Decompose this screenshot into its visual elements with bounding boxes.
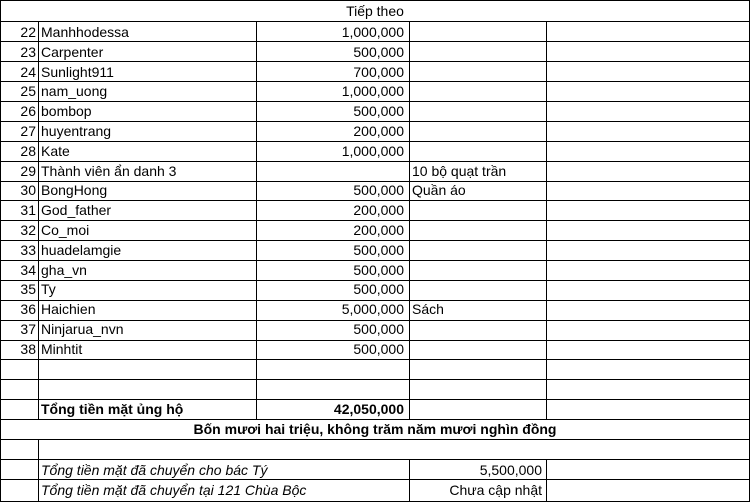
donor-name: BongHong [41,182,108,199]
donor-number: 22 [20,24,36,40]
donor-name: Minhtit [41,340,83,357]
donor-number: 23 [20,43,36,60]
donor-number: 32 [20,222,36,238]
donor-amount: 500,000 [353,182,404,199]
donor-amount: 500,000 [353,241,404,258]
grid-hline [1,181,749,182]
grid-vline [256,21,257,419]
grid-vline [38,21,39,419]
donor-row [1,101,749,121]
donor-name: Kate [41,142,70,159]
donor-amount: 500,000 [353,103,404,120]
donor-row [1,180,749,200]
donor-amount: 1,000,000 [341,24,404,40]
donor-note: Sách [412,301,444,318]
grid-hline [1,21,749,22]
donor-number: 38 [20,340,36,357]
donor-note: Quần áo [412,182,466,199]
donor-name: Manhhodessa [41,24,129,40]
donor-amount: 500,000 [353,340,404,357]
donor-number: 37 [20,321,36,337]
donor-amount: 200,000 [353,123,404,139]
donor-name: huadelamgie [41,241,122,258]
donor-number: 36 [20,301,36,318]
donor-name: Thành viên ẩn danh 3 [41,162,177,179]
grid-hline [1,81,749,82]
donor-row [1,81,749,101]
donor-note [409,62,546,82]
donor-row [1,220,749,240]
grid-vline [409,21,410,419]
header-title: Tiếp theo [346,3,404,19]
donor-note [409,260,546,280]
grid-hline [1,399,749,400]
donor-name: Ninjarua_nvn [41,321,124,337]
grid-vline [546,21,547,419]
total-in-words-row [1,419,749,439]
grid-hline [1,61,749,62]
donor-number: 30 [20,182,36,199]
total-label: Tổng tiền mặt ủng hộ [41,401,184,417]
grid-hline [1,320,749,321]
transfer-label: Tổng tiền mặt đã chuyển cho bác Tý [41,462,268,478]
donor-number: 33 [20,241,36,258]
header-row [1,1,749,21]
transfer-label: Tổng tiền mặt đã chuyển tại 121 Chùa Bộc [41,482,307,498]
donor-row [1,279,749,299]
donor-name: gha_vn [41,261,87,278]
donor-row [1,42,749,62]
donor-note [409,240,546,260]
donor-amount: 500,000 [353,321,404,337]
donor-name: Haichien [41,301,96,318]
grid-hline [1,280,749,281]
donor-number: 31 [20,202,36,219]
donor-row [1,240,749,260]
donor-name: Carpenter [41,43,104,60]
total-amount: 42,050,000 [333,401,404,417]
donor-amount: 700,000 [353,63,404,80]
grid-hline [1,161,749,162]
transfer-row [1,480,749,500]
grid-hline [1,479,749,480]
donor-name: Sunlight911 [41,63,114,80]
donor-row [1,161,749,181]
grid-hline [1,240,749,241]
donor-name: God_father [41,202,112,219]
donor-amount: 200,000 [353,202,404,219]
grid-hline [1,141,749,142]
transfer-value: 5,500,000 [479,462,542,478]
donor-amount: 500,000 [353,281,404,298]
donor-amount: 1,000,000 [341,83,404,100]
donor-note [409,141,546,161]
donor-amount: 500,000 [353,261,404,278]
grid-hline [1,121,749,122]
donor-row [1,339,749,359]
donor-name: nam_uong [41,83,108,100]
donor-amount [256,161,408,181]
grid-hline [1,459,749,460]
donor-amount: 500,000 [353,43,404,60]
grid-vline [409,459,410,501]
donor-row [1,260,749,280]
grid-vline [38,439,39,501]
donor-row [1,319,749,339]
donor-number: 35 [20,281,36,298]
donor-note [409,22,546,42]
donor-number: 26 [20,103,36,120]
grid-hline [1,359,749,360]
grid-hline [1,260,749,261]
donor-number: 29 [20,162,36,179]
donor-note [409,101,546,121]
donor-name: Ty [41,281,56,298]
donor-row [1,62,749,82]
transfer-value: Chưa cập nhật [449,482,542,498]
donor-name: Co_moi [41,222,90,238]
donor-note [409,200,546,220]
donor-note: 10 bộ quạt trần [412,162,507,179]
donor-name: bombop [41,103,92,120]
grid-vline [546,459,547,501]
donor-row [1,22,749,42]
donor-number: 34 [20,261,36,278]
donor-number: 27 [20,123,36,139]
donor-amount: 1,000,000 [341,142,404,159]
donor-note [409,319,546,339]
donor-note [409,121,546,141]
grid-hline [1,101,749,102]
total-in-words: Bốn mươi hai triệu, không trăm năm mươi nghìn đồng [193,421,557,437]
donor-note [409,42,546,62]
transfer-row [1,460,749,480]
donor-row [1,299,749,319]
donor-number: 25 [20,83,36,100]
donor-note [409,339,546,359]
donor-number: 24 [20,63,36,80]
grid-hline [1,200,749,201]
donor-note [409,81,546,101]
grid-hline [1,379,749,380]
grid-hline [1,340,749,341]
grid-hline [1,41,749,42]
donor-row [1,121,749,141]
grid-hline [1,220,749,221]
total-row [1,399,749,419]
donor-name: huyentrang [41,123,112,139]
donor-note [409,220,546,240]
donor-amount: 200,000 [353,222,404,238]
donor-amount: 5,000,000 [341,301,404,318]
donor-number: 28 [20,142,36,159]
donor-row [1,200,749,220]
grid-hline [1,300,749,301]
grid-hline [1,439,749,440]
donor-row [1,141,749,161]
donor-note [409,279,546,299]
grid-hline [1,419,749,420]
